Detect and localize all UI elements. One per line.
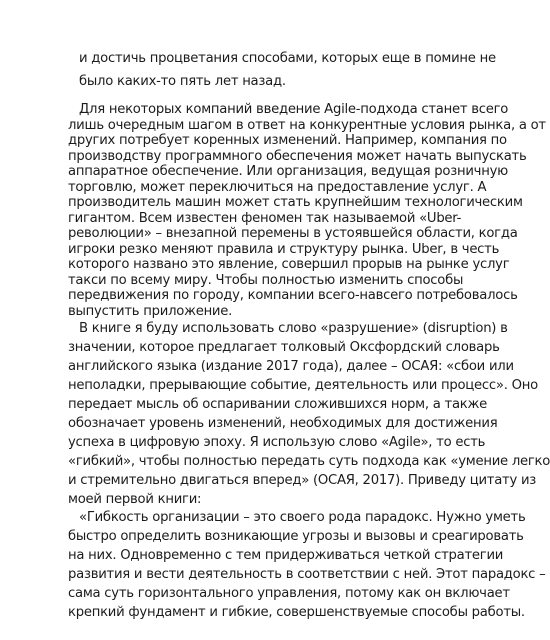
text-line: сама суть горизонтального управления, потому как он включает [68, 586, 510, 601]
text-line: развития и вести деятельность в соответствии с ней. Этот парадокс – [68, 567, 546, 582]
text-line: передает мысль об оспаривании сложившихся норм, а также [68, 397, 488, 412]
text-line: Для некоторых компаний введение Agile-подхода станет всего [79, 102, 509, 117]
text-line: лишь очередным шагом в ответ на конкурентные условия рынка, а от [68, 117, 546, 133]
text-line: которого названо это явление, совершил прорыв на рынке услуг [68, 257, 510, 272]
text-line: В книге я буду использовать слово «разрушение» (disruption) в [79, 321, 508, 336]
text-line: выпустить приложение. [68, 303, 233, 319]
text-line: моей первой книги: [68, 492, 202, 507]
text-line: гигантом. Всем известен феномен так называемой «Uber- [68, 210, 462, 226]
text-line: было каких-то пять лет назад. [79, 74, 286, 89]
text-line: «гибкий», чтобы полностью передать суть подхода как «умение легко [68, 454, 550, 469]
text-line: «Гибкость организации – это своего рода парадокс. Нужно уметь [79, 510, 526, 525]
text-line: аппаратное обеспечение. Или организация, ведущая розничную [68, 164, 508, 179]
text-line: передвижения по городу, компании всего-навсего потребовалось [68, 288, 518, 303]
text-line: обозначает уровень изменений, необходимых для достижения [68, 416, 498, 431]
text-line: революции» – внезапной перемены в устоявшейся области, когда [68, 226, 518, 241]
text-line: крепкий фундамент и гибкие, совершенствуемые способы работы. [68, 605, 525, 620]
text-line: такси по всему миру. Чтобы полностью изменить способы [68, 272, 464, 288]
text-line: и стремительно двигаться вперед» (ОСАЯ, 2017). Приведу цитату из [68, 473, 537, 488]
text-line: других потребует коренных изменений. Например, компания по [68, 133, 507, 148]
text-line: торговлю, может переключиться на предоставление услуг. А [68, 179, 487, 195]
text-line: успеха в цифровую эпоху. Я использую слово «Agile», то есть [68, 435, 486, 450]
text-line: быстро определить возникающие угрозы и вызовы и среагировать [68, 529, 524, 544]
text-line: неполадки, прерывающие событие, деятельность или процесс». Оно [68, 378, 538, 393]
text-line: игроки резко меняют правила и структуру рынка. Uber, в честь [68, 241, 500, 257]
text-line: производству программного обеспечения может начать выпускать [68, 148, 527, 164]
text-line: значении, которое предлагает толковый Оксфордский словарь [68, 340, 500, 355]
text-line: производитель машин может стать крупнейшим технологическим [68, 195, 523, 210]
text-line: английского языка (издание 2017 года), далее – ОСАЯ: «сбои или [68, 359, 514, 374]
text-line: и достичь процветания способами, которых еще в помине не [79, 51, 496, 66]
text-line: на них. Одновременно с тем придерживаться четкой стратегии [68, 548, 504, 563]
